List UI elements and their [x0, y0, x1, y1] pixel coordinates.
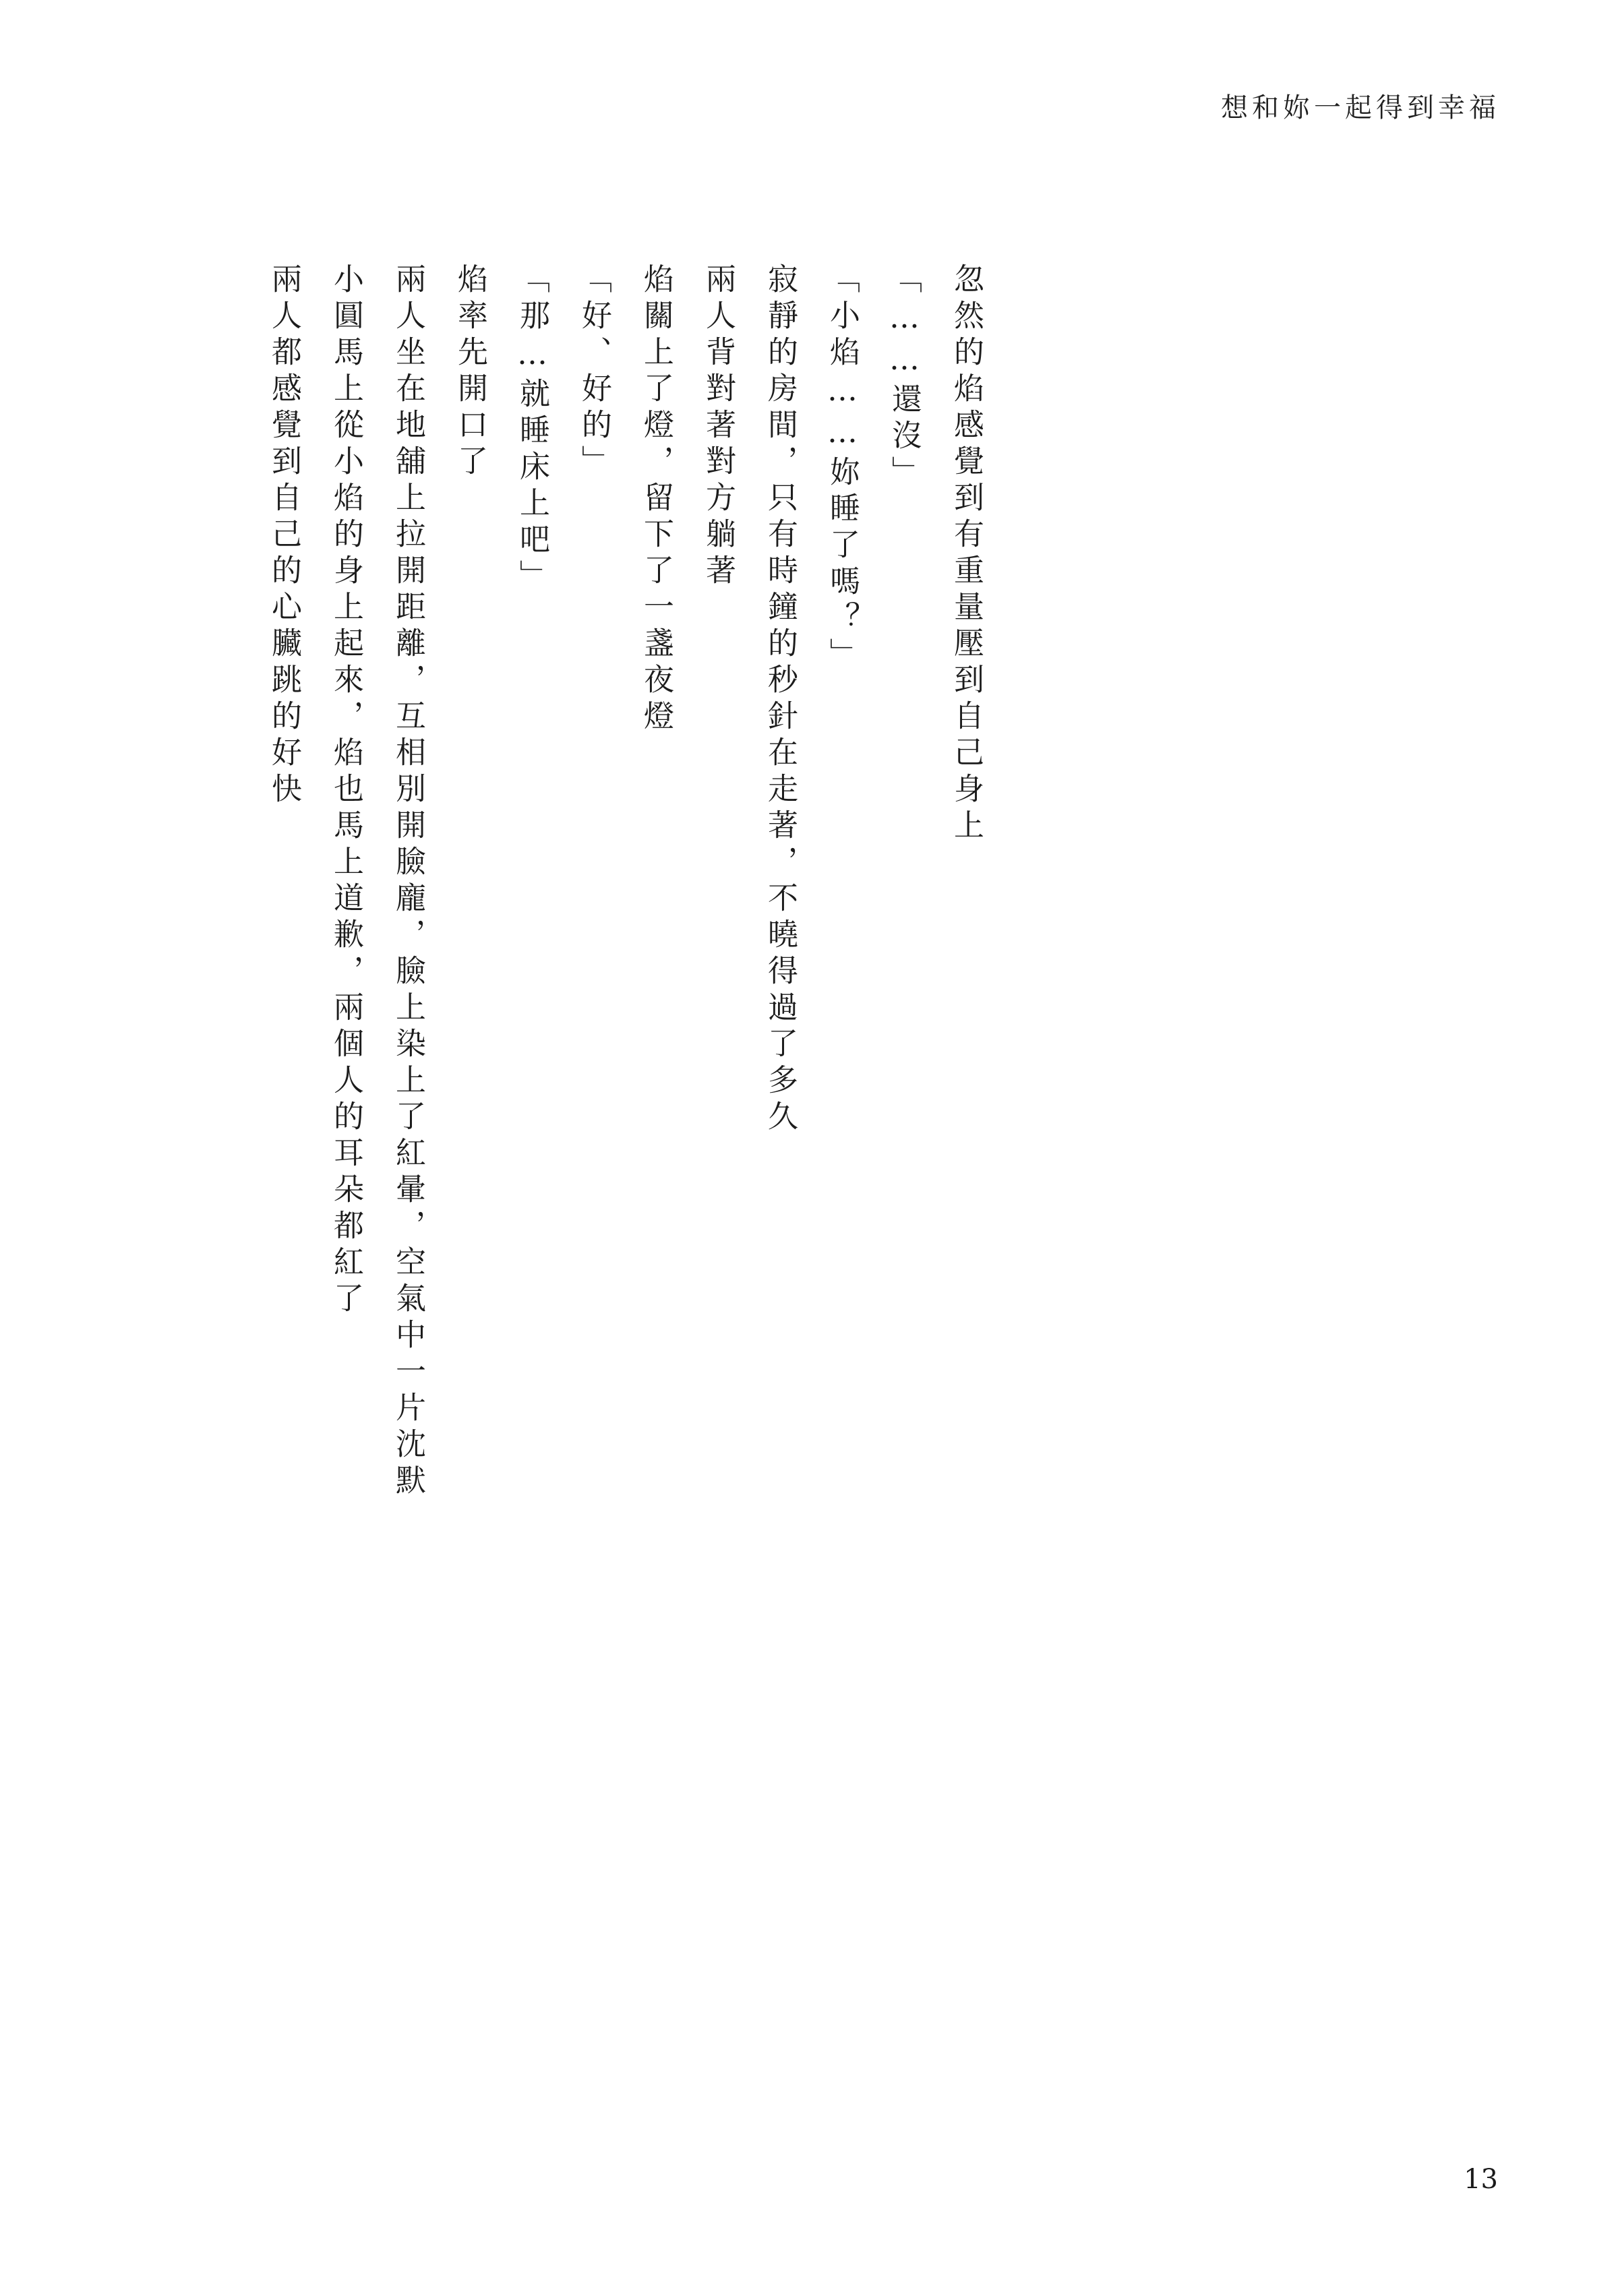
text-line: 「小焰……妳睡了嗎？」	[825, 263, 860, 674]
text-line: 「好、好的」	[576, 263, 612, 481]
vertical-text-body	[237, 263, 1498, 1928]
text-line: 焰關上了燈，留下了一盞夜燈	[638, 263, 674, 736]
text-line: 兩人都感覺到自己的心臟跳的好快	[266, 263, 302, 809]
running-header: 想和妳一起得到幸福	[1221, 92, 1500, 123]
text-line: 「……還沒」	[887, 263, 922, 492]
page-number: 13	[1464, 2164, 1498, 2195]
text-line: 兩人背對著對方躺著	[700, 263, 736, 591]
text-line: 焰率先開口了	[452, 263, 488, 481]
text-line: 寂靜的房間，只有時鐘的秒針在走著，不曉得過了多久	[762, 263, 798, 1137]
text-line: 忽然的焰感覺到有重量壓到自己身上	[949, 263, 984, 845]
text-line: 「那…就睡床上吧」	[514, 263, 550, 596]
text-line: 小圓馬上從小焰的身上起來，焰也馬上道歉，兩個人的耳朵都紅了	[328, 263, 364, 1319]
text-line: 兩人坐在地舖上拉開距離，互相別開臉龐，臉上染上了紅暈，空氣中一片沈默	[390, 263, 426, 1501]
